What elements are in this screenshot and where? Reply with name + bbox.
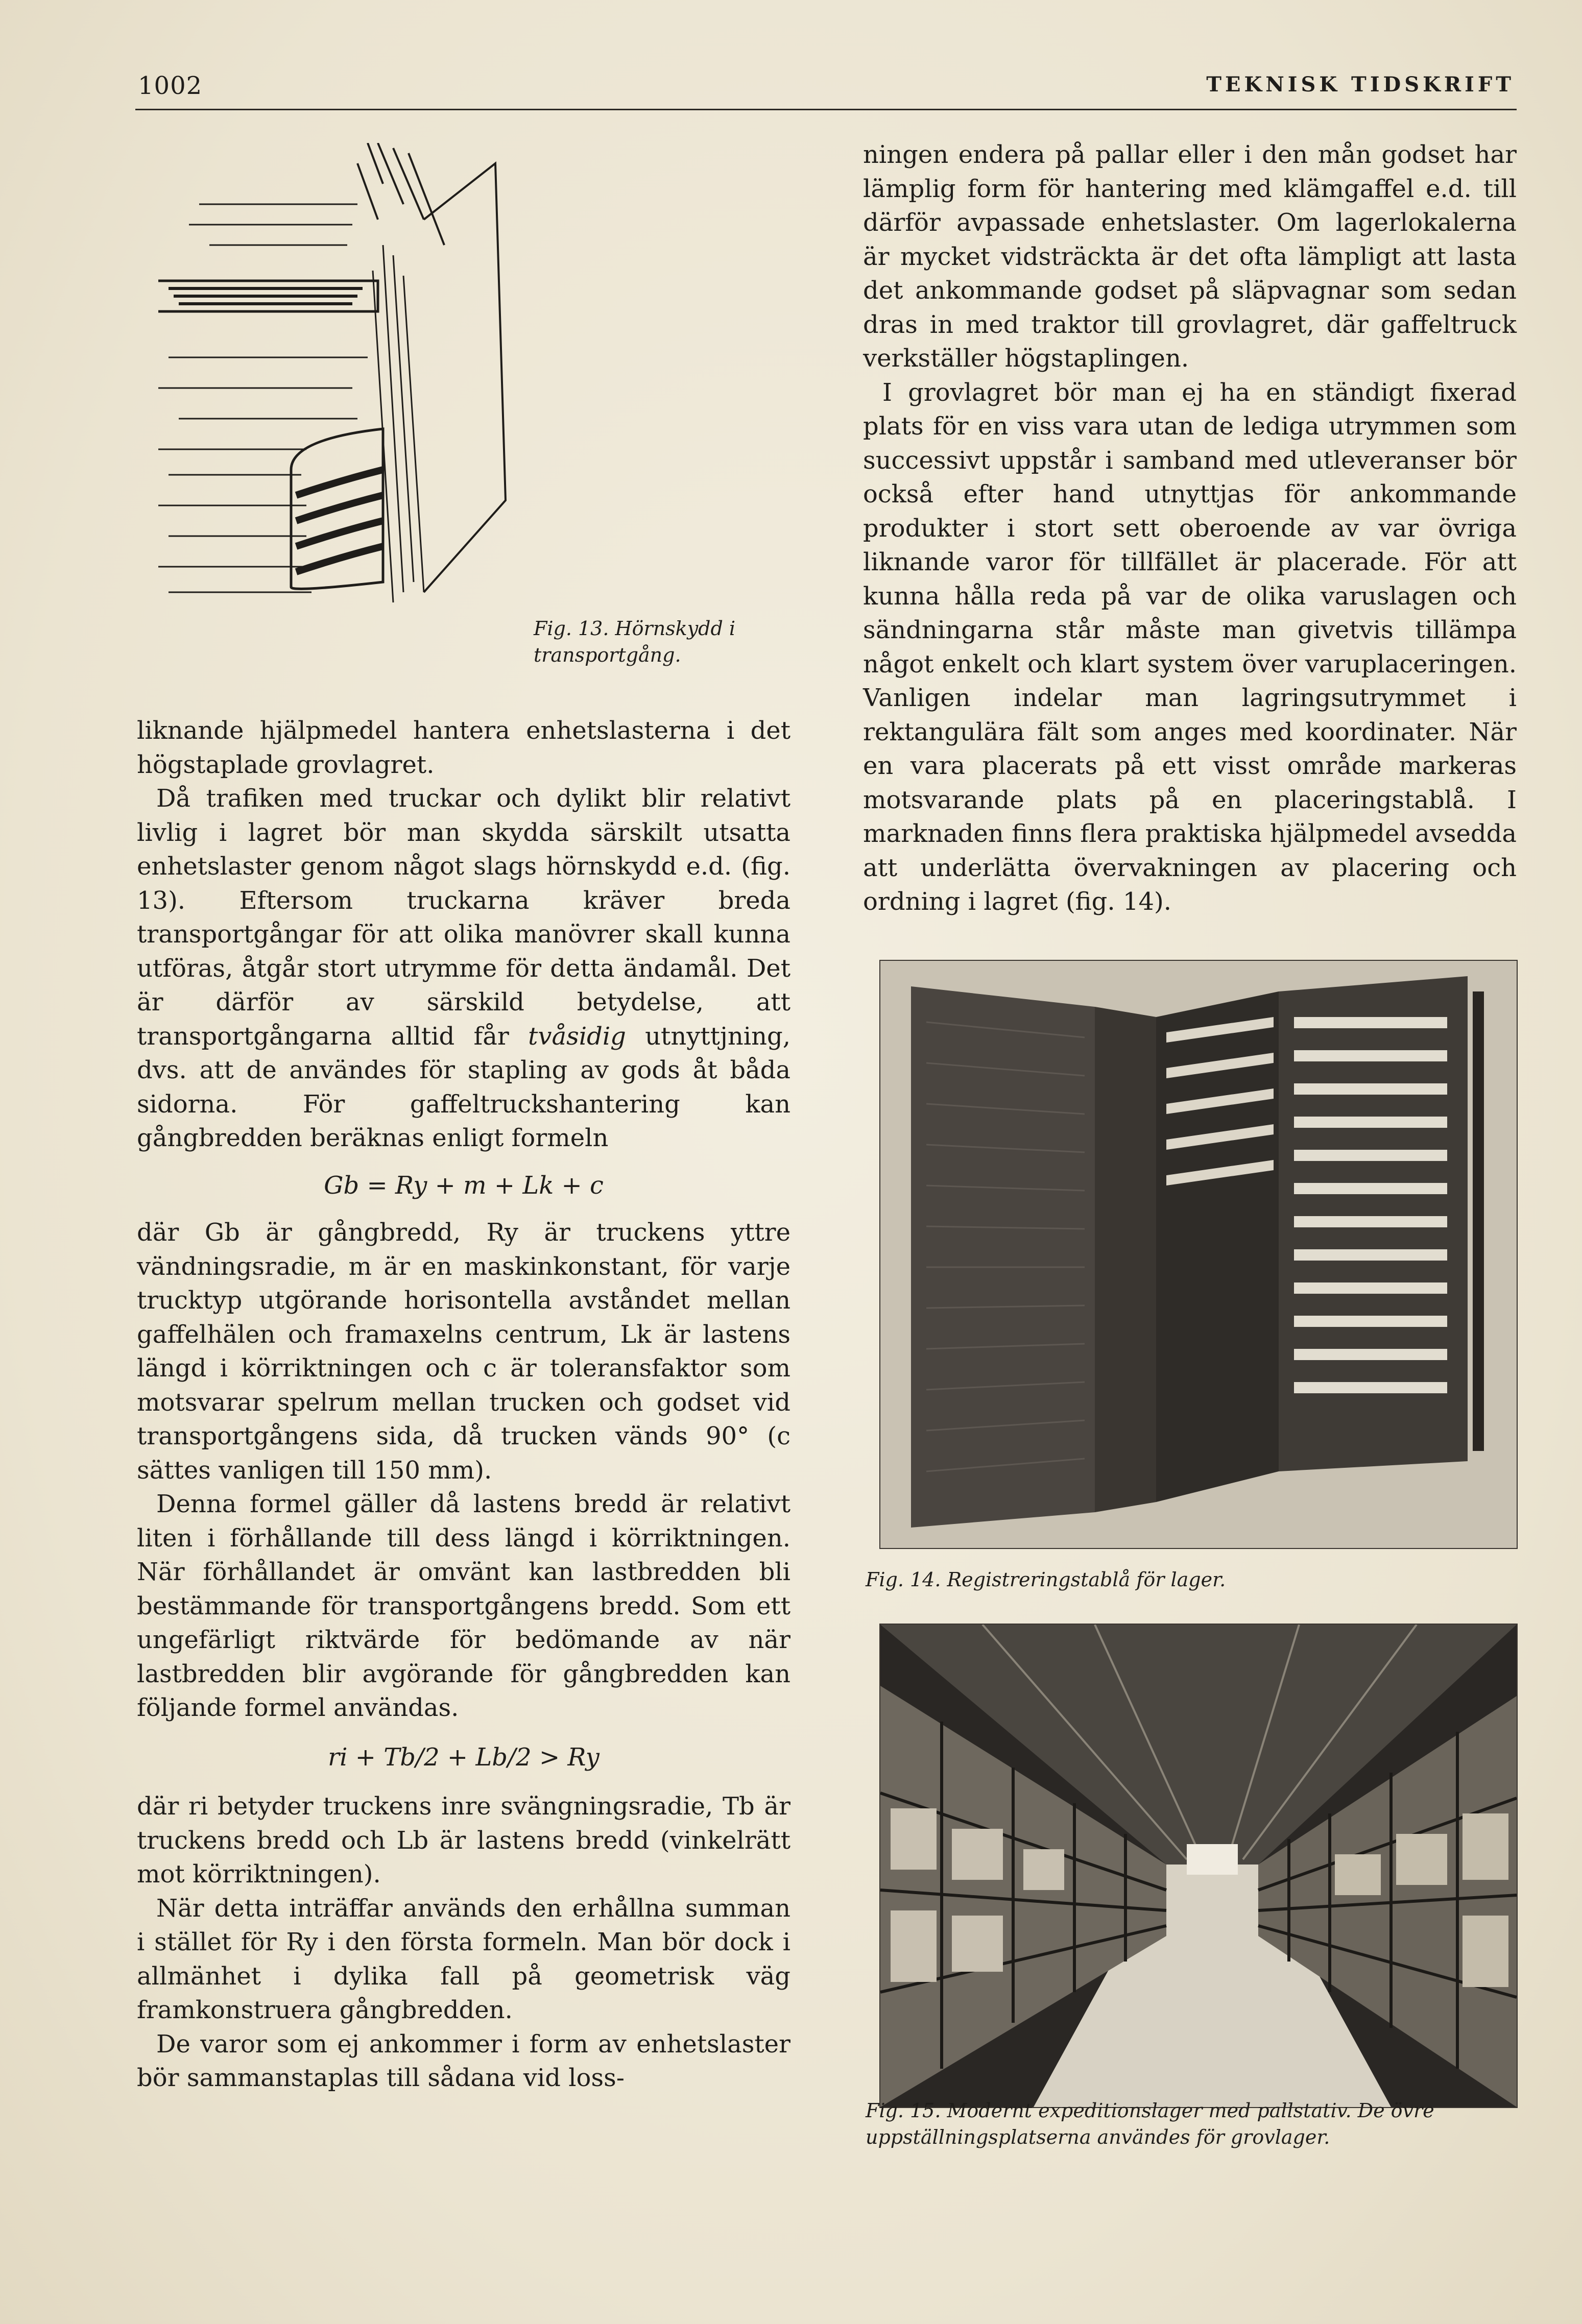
left-column [137, 714, 790, 2095]
warehouse-illustration [880, 1625, 1517, 2107]
right-column [863, 138, 1517, 919]
paragraph [137, 782, 790, 1155]
fig14-registration-board-photo [879, 960, 1518, 1549]
paragraph: När detta inträffar används den erhållna summan i stället för Ry i den första formeln. Man bör dock i allmänhet i dylika fall på geometrisk väg framkonstruera gångbredden. [137, 1894, 790, 2024]
fig14-caption: Fig. 14. Registreringstablå för lager. [866, 1568, 1226, 1591]
fig15-warehouse-photo [879, 1624, 1518, 2108]
emphasis: tvåsidig [528, 1022, 626, 1051]
paragraph: där Gb är gångbredd, Ry är truckens yttre vändningsradie, m är en maskinkonstant, för varje trucktyp utgörande horisontella avståndet mellan gaffelhälen och framaxelns centrum, Lk är lastens längd i körriktningen och c är toleransfaktor som motsvarar spelrum mellan trucken och godset vid transportgångens sida, då trucken vänds 90° (c sättes vanligen till 150 mm). [137, 1218, 790, 1485]
paragraph: liknande hjälpmedel hantera enhetslasterna i det högstaplade grovlagret. [137, 716, 790, 779]
fig13-caption: Fig. 13. Hörnskydd i transportgång. [534, 617, 736, 666]
formula-lastbredd: ri + Tb/2 + Lb/2 > Ry [328, 1742, 600, 1772]
header-rule [135, 109, 1517, 110]
formula-gangbredd: Gb = Ry + m + Lk + c [324, 1171, 604, 1200]
text-run: Då trafiken med truckar och dylikt blir relativt livlig i lagret bör man skydda särskilt utsatta enhetslaster genom något slags hörnskydd e.d. (fig. 13). Eftersom truckarna kräver breda transportgångar för att olika manövrer skall kunna utföras, åtgår stort utrymme för detta ändamål. Det är därför av särskild betydelse, att transportgångarna alltid får [137, 784, 790, 1051]
fig13-corner-guard-drawing [138, 143, 526, 684]
paragraph: ningen endera på pallar eller i den mån godset har lämplig form för hantering med klämgaffel e.d. till därför avpassade enhetslaster. Om lagerlokalerna är mycket vidsträckta är det ofta lämpligt att lasta det ankommande godset på släpvagnar som sedan dras in med traktor till grovlagret, där gaffeltruck verkställer högstaplingen. [863, 140, 1517, 373]
text-run: utnyttjning, dvs. att de användes för stapling av gods åt båda sidorna. För gaffeltruckshantering kan gångbredden beräknas enligt formeln [137, 1022, 790, 1152]
cabinet-illustration [880, 961, 1517, 1548]
paragraph: där ri betyder truckens inre svängningsradie, Tb är truckens bredd och Lb är lastens bredd (vinkelrätt mot körriktningen). [137, 1792, 790, 1889]
fig15-caption: Fig. 15. Modernt expeditionslager med pallstativ. De övre uppställningsplatserna användes för grovlager. [866, 2099, 1434, 2148]
paragraph: Denna formel gäller då lastens bredd är relativt liten i förhållande till dess längd i körriktningen. När förhållandet är omvänt kan lastbredden bli bestämmande för transportgångens bredd. Som ett ungefärligt riktvärde för bedömande av när lastbredden blir avgörande för gångbredden kan följande formel användas. [137, 1490, 790, 1722]
journal-title: TEKNISK TIDSKRIFT [1206, 72, 1515, 96]
paragraph: De varor som ej ankommer i form av enhetslaster bör sammanstaplas till sådana vid loss- [137, 2029, 790, 2092]
paragraph: I grovlagret bör man ej ha en ständigt fixerad plats för en viss vara utan de lediga utrymmen som successivt uppstår i samband med utleveranser bör också efter hand utnyttjas för ankommande produkter i stort sett oberoende av var övriga liknande varor för tillfället är placerade. För att kunna hålla reda på var de olika varuslagen och sändningarna står måste man givetvis tillämpa något enkelt och klart system över varuplaceringen. Vanligen indelar man lagringsutrymmet i rektangulära fält som anges med koordinater. När en vara placerats på ett visst område markeras motsvarande plats på en placeringstablå. I marknaden finns flera praktiska hjälpmedel avsedda att underlätta övervakningen av placering och ordning i lagret (fig. 14). [863, 378, 1517, 916]
page-number: 1002 [138, 71, 203, 100]
